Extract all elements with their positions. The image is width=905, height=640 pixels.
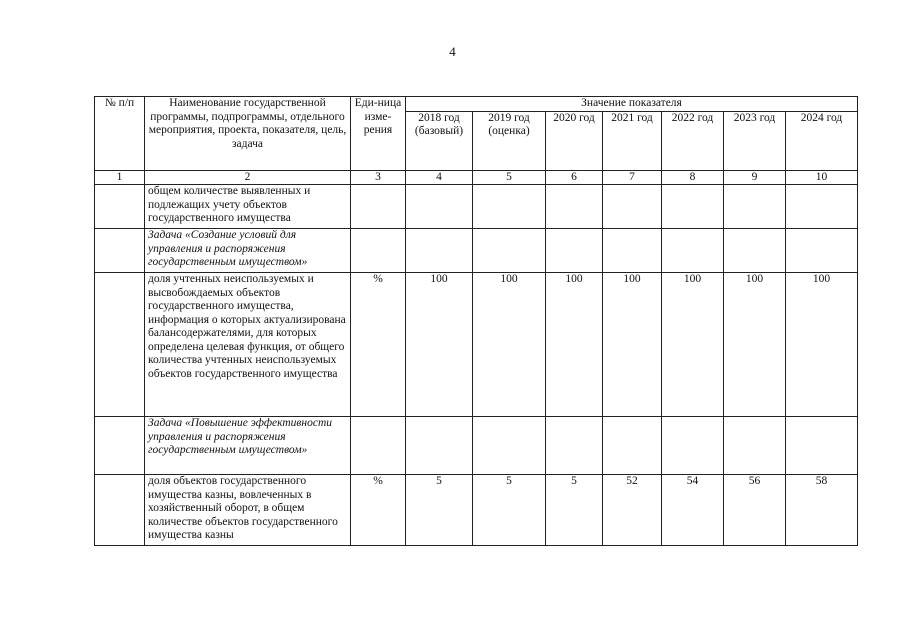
value-cell [786,185,858,229]
value-cell [406,417,473,475]
value-cell: 100 [473,273,546,417]
header-year: 2019 год (оценка) [473,111,546,171]
header-year: 2022 год [662,111,724,171]
column-number: 6 [546,171,603,185]
column-number: 8 [662,171,724,185]
table-row [95,273,858,417]
task-name: Задача «Создание условий для управления и распоряжения государственным имуществом» [145,229,351,273]
value-cell [546,185,603,229]
header-year: 2023 год [724,111,786,171]
value-cell [662,229,724,273]
column-numbers-row [95,171,858,185]
value-cell [662,185,724,229]
value-cell: 5 [406,475,473,546]
unit-cell: % [351,273,406,417]
row-no [95,475,145,546]
value-cell [603,185,662,229]
value-cell: 100 [603,273,662,417]
row-no [95,273,145,417]
column-number: 3 [351,171,406,185]
header-year: 2018 год (базовый) [406,111,473,171]
table-row [95,417,858,475]
indicator-name: доля объектов государственного имущества казны, вовлеченных в хозяйственный оборот, в общем количестве объектов государственного имущества казны [145,475,351,546]
value-cell [786,229,858,273]
column-number: 1 [95,171,145,185]
column-number: 7 [603,171,662,185]
row-no [95,229,145,273]
value-cell [546,229,603,273]
unit-cell [351,417,406,475]
value-cell: 5 [473,475,546,546]
unit-cell: % [351,475,406,546]
task-name: Задача «Повышение эффективности управления и распоряжения государственным имуществом» [145,417,351,475]
table-row [95,229,858,273]
value-cell: 56 [724,475,786,546]
column-number: 9 [724,171,786,185]
value-cell [473,417,546,475]
indicators-table [94,96,858,546]
value-cell: 100 [546,273,603,417]
value-cell [724,229,786,273]
table-row [95,475,858,546]
column-number: 2 [145,171,351,185]
unit-cell [351,185,406,229]
value-cell [406,185,473,229]
value-cell [724,185,786,229]
indicator-name: общем количестве выявленных и подлежащих учету объектов государственного имущества [145,185,351,229]
header-year: 2024 год [786,111,858,171]
header-unit: Еди-ница изме-рения [351,97,406,171]
value-cell: 100 [662,273,724,417]
value-cell [406,229,473,273]
indicator-name: доля учтенных неиспользуемых и высвобождаемых объектов государственного имущества, информация о которых актуализирована балансодержателями, для которых определена целевая функция, от общего количества учтенных неиспользуемых объектов государственного имущества [145,273,351,417]
column-number: 4 [406,171,473,185]
row-no [95,417,145,475]
value-cell: 52 [603,475,662,546]
value-cell: 58 [786,475,858,546]
table-row [95,185,858,229]
header-row-1 [95,97,858,112]
value-cell: 54 [662,475,724,546]
value-cell [546,417,603,475]
value-cell [603,229,662,273]
value-cell [473,229,546,273]
value-cell: 100 [786,273,858,417]
header-year: 2020 год [546,111,603,171]
value-cell: 100 [724,273,786,417]
header-name: Наименование государственной программы, подпрограммы, отдельного мероприятия, проекта, показателя, цель, задача [145,97,351,171]
row-no [95,185,145,229]
column-number: 10 [786,171,858,185]
value-cell [473,185,546,229]
header-no: № п/п [95,97,145,171]
value-cell [786,417,858,475]
value-cell [724,417,786,475]
header-year: 2021 год [603,111,662,171]
value-cell: 5 [546,475,603,546]
value-cell: 100 [406,273,473,417]
unit-cell [351,229,406,273]
header-value-group: Значение показателя [406,97,858,112]
column-number: 5 [473,171,546,185]
value-cell [603,417,662,475]
value-cell [662,417,724,475]
page-number: 4 [449,44,456,59]
